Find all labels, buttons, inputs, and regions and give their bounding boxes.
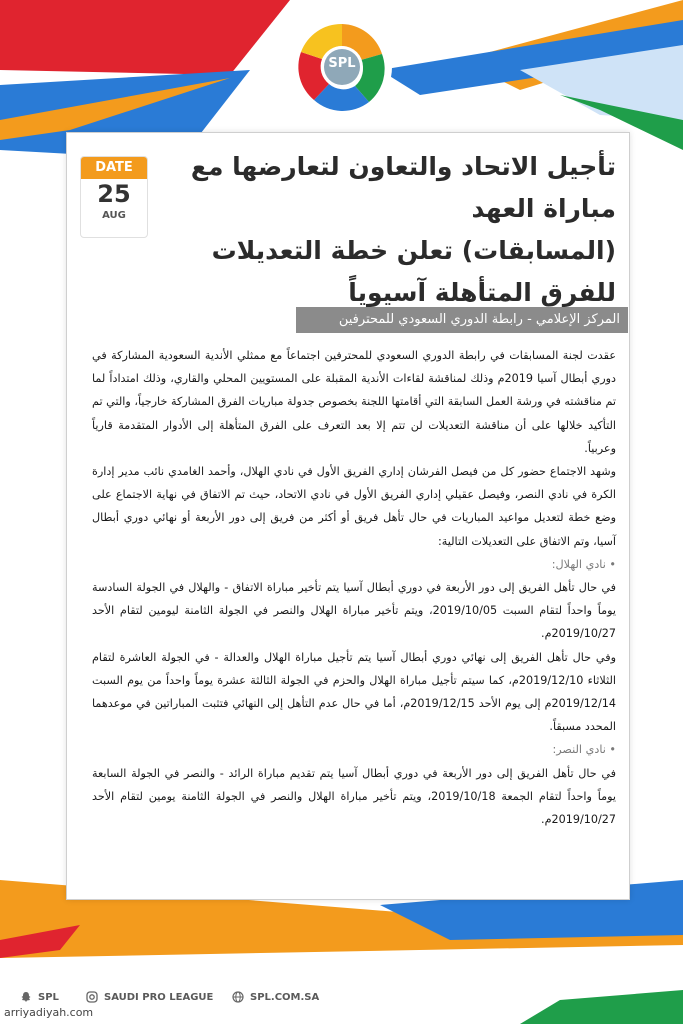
date-badge	[80, 156, 148, 238]
watermark: arriyadiyah.com	[4, 1006, 94, 1019]
headline-line-2: (المسابقات) تعلن خطة التعديلات	[211, 236, 616, 265]
date-month: AUG	[102, 210, 126, 221]
snapchat-icon	[20, 991, 32, 1003]
footer-instagram[interactable]	[86, 987, 213, 1007]
date-label: DATE	[81, 157, 147, 179]
footer-snapchat-label: SPL	[38, 991, 59, 1003]
footer-website-label: SPL.COM.SA	[250, 991, 320, 1003]
headline	[158, 146, 616, 314]
paragraph: وفي حال تأهل الفريق إلى نهائي دوري أبطال آسيا يتم تأجيل مباراة الهلال والعدالة - في الجولة العاشرة لتقام الثلاثاء 2019/12/10م، كما سيتم تأجيل مباراة الهلال والحزم في الجولة الثالثة عشرة يوماً واحداً من يوم السبت 2019/12/14م إلى يوم الأحد 2019/12/15م، أما في حال عدم التأهل إلى النهائي فتثبت المباراتين في موعدهما المحدد مسبقاً.	[92, 650, 616, 734]
section-heading-nassr: • نادي النصر:	[552, 743, 616, 757]
date-day: 25	[97, 180, 131, 208]
globe-icon	[232, 991, 244, 1003]
paragraph: عقدت لجنة المسابقات في رابطة الدوري السعودي للمحترفين اجتماعاً مع ممثلي الأندية السعودية المشاركة في دوري أبطال آسيا 2019م وذلك لمناقشة لقاءات الأندية المقبلة على المستويين المحلي والقاري، وذلك امتداداً لما تم مناقشته في ورشة العمل السابقة التي أقامتها اللجنة بخصوص جدولة مباريات الفرق المشاركة خارجياً، والتي تم التأكيد خلالها على أن مناقشة التعديلات لن تتم إلا بعد التعرف على الفرق المتأهلة إلى الأدوار المتقدمة قارياً وعربياً.	[92, 349, 616, 455]
headline-line-1: تأجيل الاتحاد والتعاون لتعارضها مع مباراة العهد	[190, 152, 616, 223]
section-heading-hilal: • نادي الهلال:	[551, 557, 616, 571]
logo-label: SPL	[328, 56, 356, 71]
paragraph: وشهد الاجتماع حضور كل من فيصل الفرشان إداري الفريق الأول في نادي الهلال، وأحمد الغامدي نائب مدير إدارة الكرة في نادي النصر، وفيصل عقيلي إداري الفريق الأول في نادي الاتحاد، حيث تم الاتفاق في نهاية الاجتماع على وضع خطة لتعديل مواعيد المباريات في حال تأهل فريق أو أكثر من فريق إلى دور الأربعة أو نهائي دوري أبطال آسيا، وتم الاتفاق على التعديلات التالية:	[92, 465, 616, 548]
footer-instagram-label: SAUDI PRO LEAGUE	[104, 991, 214, 1003]
paragraph: في حال تأهل الفريق إلى دور الأربعة في دوري أبطال آسيا يتم تقديم مباراة الرائد - والنصر في الجولة السابعة يوماً واحداً لتقام الجمعة 2019/10/18، ويتم تأخير مباراة الهلال والنصر في الجولة الثامنة يومين لتقام الأحد 2019/10/27م.	[92, 766, 617, 827]
footer-website[interactable]	[232, 987, 319, 1007]
instagram-icon	[86, 991, 98, 1003]
source-bar: المركز الإعلامي - رابطة الدوري السعودي للمحترفين	[296, 307, 628, 333]
headline-line-3: للفرق المتأهلة آسيوياً	[348, 278, 616, 307]
stripe-red-top	[0, 0, 290, 75]
paragraph: في حال تأهل الفريق إلى دور الأربعة في دوري أبطال آسيا يتم تأخير مباراة الاتفاق - والهلال في الجولة السادسة يوماً واحداً لتقام السبت 2019/10/05، ويتم تأخير مباراة الهلال والنصر في الجولة الثامنة ليومين لتقام الأحد 2019/10/27م.	[92, 581, 616, 641]
article-body	[92, 344, 616, 831]
footer-snapchat[interactable]	[20, 987, 59, 1007]
